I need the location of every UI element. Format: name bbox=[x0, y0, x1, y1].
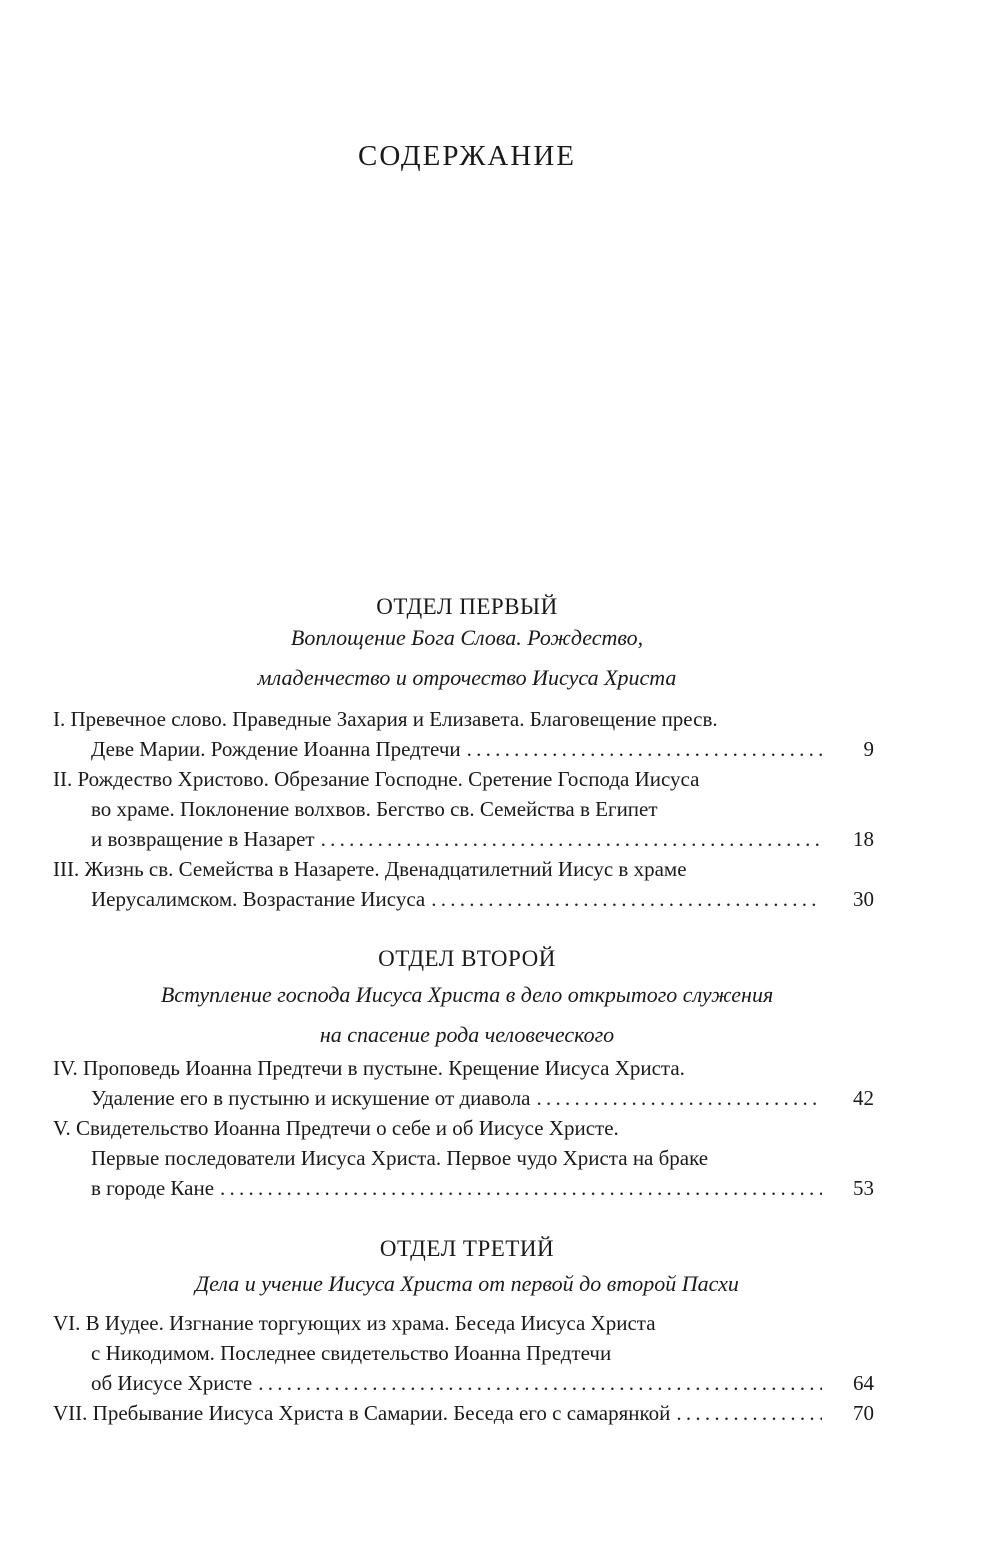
toc-entry-line: IV. Проповедь Иоанна Предтечи в пустыне. Крещение Иисуса Христа. bbox=[53, 1056, 685, 1080]
dot-leader bbox=[461, 734, 822, 764]
dot-leader bbox=[315, 824, 822, 854]
page-number: 30 bbox=[853, 887, 874, 911]
toc-entry-line: V. Свидетельство Иоанна Предтечи о себе и об Иисусе Христе. bbox=[53, 1116, 619, 1140]
dot-leader bbox=[531, 1083, 823, 1113]
section-subtitle bbox=[0, 618, 934, 698]
section-heading: ОТДЕЛ ВТОРОЙ bbox=[378, 946, 556, 971]
section-heading: ОТДЕЛ ПЕРВЫЙ bbox=[376, 594, 558, 619]
toc-entry-text: в городе Кане bbox=[91, 1176, 215, 1200]
section-heading: ОТДЕЛ ТРЕТИЙ bbox=[379, 1236, 555, 1261]
page-number: 9 bbox=[863, 737, 874, 761]
toc-entry-text: Удаление его в пустыню и искушение от диавола bbox=[91, 1086, 531, 1110]
section-subtitle-line: Вступление господа Иисуса Христа в дело открытого служения bbox=[160, 982, 774, 1007]
toc-entry-last-line bbox=[91, 734, 874, 764]
toc-entry-last-line bbox=[91, 824, 874, 854]
dot-leader bbox=[214, 1173, 822, 1203]
toc-entry-line: I. Превечное слово. Праведные Захария и Елизавета. Благовещение пресв. bbox=[53, 707, 718, 731]
page-number: 53 bbox=[853, 1176, 874, 1200]
toc-entry-line: III. Жизнь св. Семейства в Назарете. Двенадцатилетний Иисус в храме bbox=[53, 857, 687, 881]
section-subtitle-line: на спасение рода человеческого bbox=[319, 1022, 615, 1047]
dot-leader bbox=[425, 884, 822, 914]
dot-leader bbox=[252, 1368, 822, 1398]
toc-entry-text: Иерусалимском. Возрастание Иисуса bbox=[91, 887, 426, 911]
toc-entry-line: VI. В Иудее. Изгнание торгующих из храма. Беседа Иисуса Христа bbox=[53, 1311, 656, 1335]
toc-entry-text: об Иисусе Христе bbox=[91, 1371, 253, 1395]
page-number: 42 bbox=[853, 1086, 874, 1110]
section-subtitle-line: Дела и учение Иисуса Христа от первой до второй Пасхи bbox=[195, 1271, 739, 1296]
page-number: 64 bbox=[853, 1371, 874, 1395]
page-number: 18 bbox=[853, 827, 874, 851]
section-subtitle bbox=[0, 975, 934, 1055]
page-title: СОДЕРЖАНИЕ bbox=[358, 140, 576, 172]
page-number: 70 bbox=[853, 1401, 874, 1425]
toc-entry-last-line bbox=[53, 1398, 874, 1428]
section-subtitle bbox=[0, 1264, 934, 1304]
section-subtitle-line: младенчество и отрочество Иисуса Христа bbox=[257, 665, 677, 690]
toc-entry-last-line bbox=[91, 1368, 874, 1398]
dot-leader bbox=[670, 1398, 822, 1428]
toc-entry-text: Деве Марии. Рождение Иоанна Предтечи bbox=[91, 737, 461, 761]
toc-entry-last-line bbox=[91, 884, 874, 914]
section-subtitle-line: Воплощение Бога Слова. Рождество, bbox=[290, 625, 644, 650]
toc-entry-line: II. Рождество Христово. Обрезание Господне. Сретение Господа Иисуса bbox=[53, 767, 700, 791]
toc-entry-line: во храме. Поклонение волхвов. Бегство св. Семейства в Египет bbox=[91, 797, 658, 821]
toc-entry-line: с Никодимом. Последнее свидетельство Иоанна Предтечи bbox=[91, 1341, 612, 1365]
toc-entry-line: Первые последователи Иисуса Христа. Первое чудо Христа на браке bbox=[91, 1146, 709, 1170]
toc-entry-text: VII. Пребывание Иисуса Христа в Самарии. Беседа его с самарянкой bbox=[53, 1401, 671, 1425]
toc-entry-last-line bbox=[91, 1173, 874, 1203]
toc-entry-last-line bbox=[91, 1083, 874, 1113]
toc-entry-text: и возвращение в Назарет bbox=[91, 827, 315, 851]
